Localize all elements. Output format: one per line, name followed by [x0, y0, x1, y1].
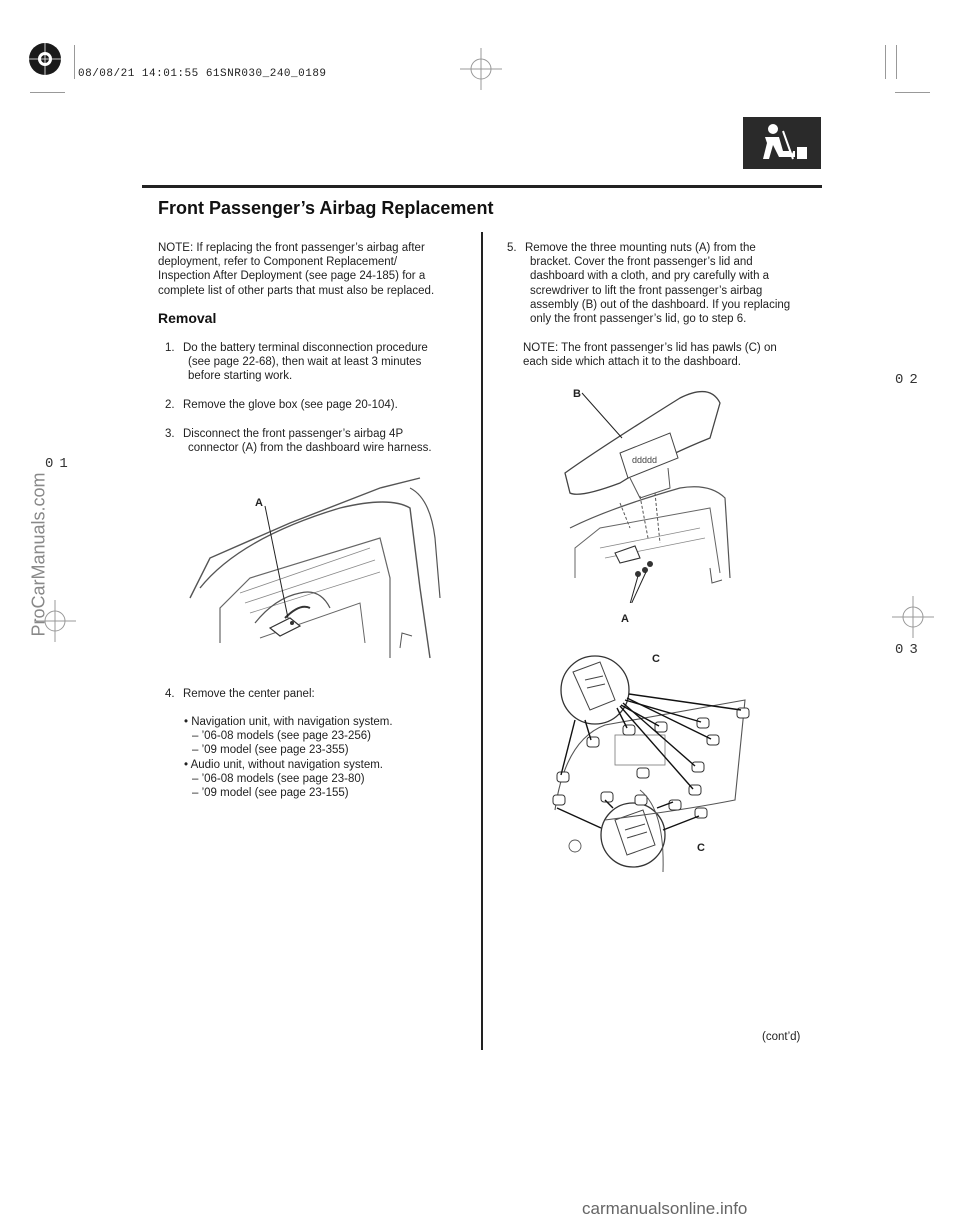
crop-mark-tr-h — [895, 92, 930, 93]
step-text: connector (A) from the dashboard wire harness. — [188, 442, 432, 455]
column-divider — [481, 232, 483, 1050]
print-stamp: 08/08/21 14:01:55 61SNR030_240_0189 — [78, 68, 327, 80]
step-5 — [507, 241, 817, 326]
bottom-watermark: carmanualsonline.info — [582, 1199, 748, 1218]
seatbelt-airbag-icon — [743, 117, 821, 169]
margin-mark-02: 02 — [895, 372, 924, 388]
registration-target-right — [892, 596, 934, 638]
connector-diagram — [180, 468, 448, 668]
lid-pawls-diagram — [545, 650, 765, 885]
margin-mark-01: 01 — [45, 456, 74, 472]
step-number: 1. — [165, 342, 175, 354]
crop-mark-tr-v — [885, 45, 886, 79]
step-number: 2. — [165, 399, 175, 411]
step-text: dashboard with a cloth, and pry carefully with a — [530, 270, 770, 283]
step-text: before starting work. — [188, 370, 293, 383]
registration-dot-icon — [28, 42, 62, 76]
list-item: • Audio unit, without navigation system. — [184, 758, 383, 771]
crop-mark-tl-h — [30, 92, 65, 93]
step-number: 4. — [165, 688, 175, 700]
step-text: Disconnect the front passenger’s airbag 4P — [183, 428, 404, 440]
step-text: Remove the center panel: — [183, 688, 315, 700]
step-number: 3. — [165, 428, 175, 440]
section-heading-removal: Removal — [158, 310, 217, 326]
step-5-note — [523, 341, 823, 369]
diagram3-label-c-top: C — [652, 653, 660, 665]
intro-note-line: Inspection After Deployment (see page 24-185) for a — [158, 270, 426, 283]
crop-mark-tl-v — [74, 45, 75, 79]
step-text: assembly (B) out of the dashboard. If you replacing — [530, 298, 791, 311]
step-text: Do the battery terminal disconnection procedure — [183, 342, 428, 354]
svg-text:ddddd: ddddd — [632, 455, 658, 465]
note-line: each side which attach it to the dashboard. — [523, 356, 742, 369]
list-item: • Navigation unit, with navigation system. — [184, 716, 393, 728]
diagram3-label-c-bottom: C — [697, 842, 705, 854]
step-text: (see page 22-68), then wait at least 3 minutes — [188, 356, 422, 369]
diagram2-label-b: B — [573, 388, 581, 400]
list-item: – ’09 model (see page 23-155) — [192, 787, 349, 800]
intro-note-line: complete list of other parts that must also be replaced. — [158, 284, 435, 297]
crop-mark-tr2-v — [896, 45, 897, 79]
diagram2-label-a: A — [621, 613, 629, 625]
step-4-list — [184, 715, 474, 800]
step-text: Remove the glove box (see page 20-104). — [183, 399, 398, 411]
step-text: Remove the three mounting nuts (A) from the — [525, 242, 756, 254]
airbag-section-badge — [743, 117, 821, 169]
intro-note-line: deployment, refer to Component Replacement/ — [158, 256, 398, 269]
side-watermark: ProCarManuals.com — [28, 472, 49, 637]
page-title: Front Passenger’s Airbag Replacement — [158, 198, 494, 218]
step-text: screwdriver to lift the front passenger’s airbag — [530, 284, 763, 297]
margin-mark-03: 03 — [895, 642, 924, 658]
step-text: bracket. Cover the front passenger’s lid and — [530, 256, 753, 269]
intro-note-line: NOTE: If replacing the front passenger’s airbag after — [158, 242, 425, 254]
step-1 — [165, 341, 465, 384]
step-4 — [165, 687, 465, 701]
step-2 — [165, 398, 465, 412]
diagram1-label-a: A — [255, 497, 263, 509]
step-number: 5. — [507, 242, 517, 254]
airbag-assembly-diagram — [560, 378, 740, 603]
header-rule — [142, 185, 822, 188]
step-text: only the front passenger’s lid, go to step 6. — [530, 313, 747, 326]
continued-label: (cont’d) — [762, 1031, 801, 1043]
step-3 — [165, 427, 465, 455]
note-line: NOTE: The front passenger’s lid has pawls (C) on — [523, 342, 777, 354]
list-item: – ’06-08 models (see page 23-256) — [192, 730, 372, 743]
intro-note — [158, 241, 478, 298]
list-item: – ’09 model (see page 23-355) — [192, 744, 349, 757]
list-item: – ’06-08 models (see page 23-80) — [192, 772, 365, 785]
registration-target-top — [460, 48, 502, 90]
